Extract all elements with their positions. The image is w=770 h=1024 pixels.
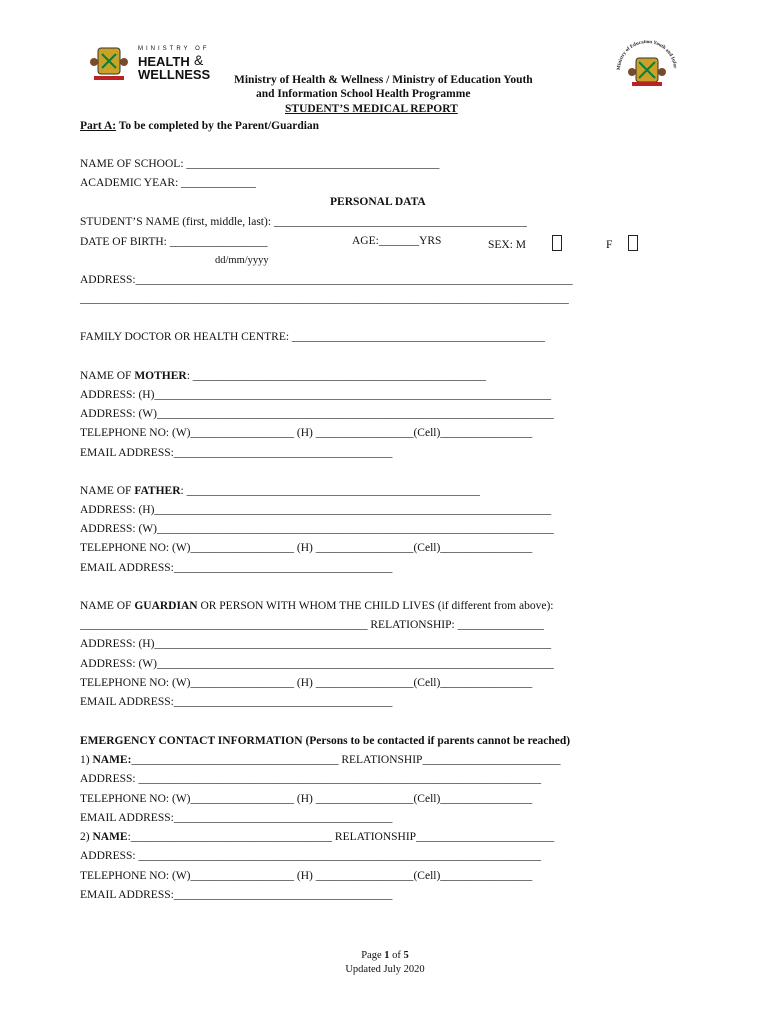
page-current: 1 <box>384 950 390 961</box>
school-name-field[interactable]: NAME OF SCHOOL: ____________________________________________ <box>80 158 440 170</box>
date-of-birth-field[interactable]: DATE OF BIRTH: _________________ <box>80 236 268 248</box>
sex-f-text: F <box>606 239 613 251</box>
mother-label-pre: NAME OF <box>80 370 135 382</box>
father-telephone-field[interactable]: TELEPHONE NO: (W)__________________ (H) _________________(Cell)________________ <box>80 542 533 554</box>
father-name-field[interactable] <box>80 484 480 498</box>
sex-f-checkbox[interactable] <box>628 235 638 251</box>
contact-1-number: 1) <box>80 754 93 766</box>
part-a-text: To be completed by the Parent/Guardian <box>116 120 320 132</box>
page-mid: of <box>389 950 404 961</box>
contact-2-name-label: NAME <box>92 831 128 843</box>
logo-text-health: HEALTH <box>138 54 190 69</box>
contact-1-email-field[interactable]: EMAIL ADDRESS:______________________________________ <box>80 812 393 824</box>
crest-arc-text: Ministry of Education Youth and Infor <box>616 40 677 71</box>
mother-name-field[interactable] <box>80 369 486 383</box>
contact-1-name-label: NAME: <box>92 754 132 766</box>
sex-m-text: SEX: M <box>488 239 527 251</box>
page-pre: Page <box>361 950 385 961</box>
education-crest-icon <box>612 40 682 88</box>
mother-name-blank: : ___________________________________________________ <box>186 370 487 382</box>
contact-2-telephone-field[interactable]: TELEPHONE NO: (W)__________________ (H) _________________(Cell)________________ <box>80 870 533 882</box>
guardian-label-note: OR PERSON WITH WHOM THE CHILD LIVES (if different from above): <box>197 600 554 612</box>
father-email-field[interactable]: EMAIL ADDRESS:______________________________________ <box>80 562 393 574</box>
dob-format-hint: dd/mm/yyyy <box>215 255 269 266</box>
father-work-address-field[interactable]: ADDRESS: (W)_____________________________________________________________________ <box>80 523 554 535</box>
emergency-heading-note: (Persons to be contacted if parents cannot be reached) <box>302 735 571 747</box>
logo-text-wellness: WELLNESS <box>138 67 211 82</box>
mother-work-address-field[interactable]: ADDRESS: (W)_____________________________________________________________________ <box>80 408 554 420</box>
report-title: STUDENT’S MEDICAL REPORT <box>285 103 458 115</box>
age-field[interactable]: AGE:_______YRS <box>352 235 442 247</box>
contact-2-name-blank: :___________________________________ RELATIONSHIP________________________ <box>127 831 555 843</box>
emergency-heading <box>80 734 570 748</box>
address-field-line-1[interactable]: ADDRESS:____________________________________________________________________________ <box>80 274 573 286</box>
page-total: 5 <box>403 950 409 961</box>
family-doctor-field[interactable]: FAMILY DOCTOR OR HEALTH CENTRE: ____________________________________________ <box>80 331 545 343</box>
guardian-label-pre: NAME OF <box>80 600 135 612</box>
mother-email-field[interactable]: EMAIL ADDRESS:______________________________________ <box>80 447 393 459</box>
guardian-label: GUARDIAN <box>134 600 198 612</box>
mother-telephone-field[interactable]: TELEPHONE NO: (W)__________________ (H) _________________(Cell)________________ <box>80 427 533 439</box>
guardian-name-relationship-field[interactable]: __________________________________________________ RELATIONSHIP: _______________ <box>80 619 544 631</box>
logo-text-ampersand: & <box>194 52 204 68</box>
contact-1-name-field[interactable] <box>80 753 560 767</box>
contact-2-email-field[interactable]: EMAIL ADDRESS:______________________________________ <box>80 889 393 901</box>
personal-data-heading: PERSONAL DATA <box>330 196 426 208</box>
title-line-2: and Information School Health Programme <box>256 88 471 100</box>
sex-m-checkbox[interactable] <box>552 235 562 251</box>
sex-label-m <box>488 235 562 251</box>
part-a-instruction <box>80 119 319 133</box>
academic-year-field[interactable]: ACADEMIC YEAR: _____________ <box>80 177 256 189</box>
ministry-of-education-logo <box>612 40 682 88</box>
contact-2-address-field[interactable]: ADDRESS: ______________________________________________________________________ <box>80 850 541 862</box>
father-home-address-field[interactable]: ADDRESS: (H)_____________________________________________________________________ <box>80 504 552 516</box>
mother-label: MOTHER <box>134 370 187 382</box>
emergency-heading-text: EMERGENCY CONTACT INFORMATION <box>80 735 303 747</box>
part-a-label: Part A: <box>80 120 117 132</box>
ministry-of-health-logo <box>90 44 230 84</box>
father-label: FATHER <box>134 485 181 497</box>
contact-1-name-blank: ____________________________________ RELATIONSHIP________________________ <box>131 754 561 766</box>
guardian-telephone-field[interactable]: TELEPHONE NO: (W)__________________ (H) _________________(Cell)________________ <box>80 677 533 689</box>
contact-1-address-field[interactable]: ADDRESS: ______________________________________________________________________ <box>80 773 541 785</box>
student-name-field[interactable]: STUDENT’S NAME (first, middle, last): ____________________________________________ <box>80 216 527 228</box>
guardian-name-label <box>80 599 553 613</box>
updated-date: Updated July 2020 <box>345 964 425 975</box>
father-name-blank: : ___________________________________________________ <box>180 485 480 497</box>
contact-2-number: 2) <box>80 831 93 843</box>
logo-text-ministry: MINISTRY OF <box>138 46 210 52</box>
guardian-work-address-field[interactable]: ADDRESS: (W)_____________________________________________________________________ <box>80 658 554 670</box>
father-label-pre: NAME OF <box>80 485 135 497</box>
address-field-line-2[interactable]: _____________________________________________________________________________________ <box>80 293 569 305</box>
guardian-home-address-field[interactable]: ADDRESS: (H)_____________________________________________________________________ <box>80 638 552 650</box>
contact-1-telephone-field[interactable]: TELEPHONE NO: (W)__________________ (H) _________________(Cell)________________ <box>80 793 533 805</box>
mother-home-address-field[interactable]: ADDRESS: (H)_____________________________________________________________________ <box>80 389 552 401</box>
title-line-1: Ministry of Health & Wellness / Ministry of Education Youth <box>234 74 533 86</box>
sex-label-f <box>606 235 638 251</box>
page-number <box>0 950 770 961</box>
guardian-email-field[interactable]: EMAIL ADDRESS:______________________________________ <box>80 696 393 708</box>
contact-2-name-field[interactable] <box>80 830 554 844</box>
